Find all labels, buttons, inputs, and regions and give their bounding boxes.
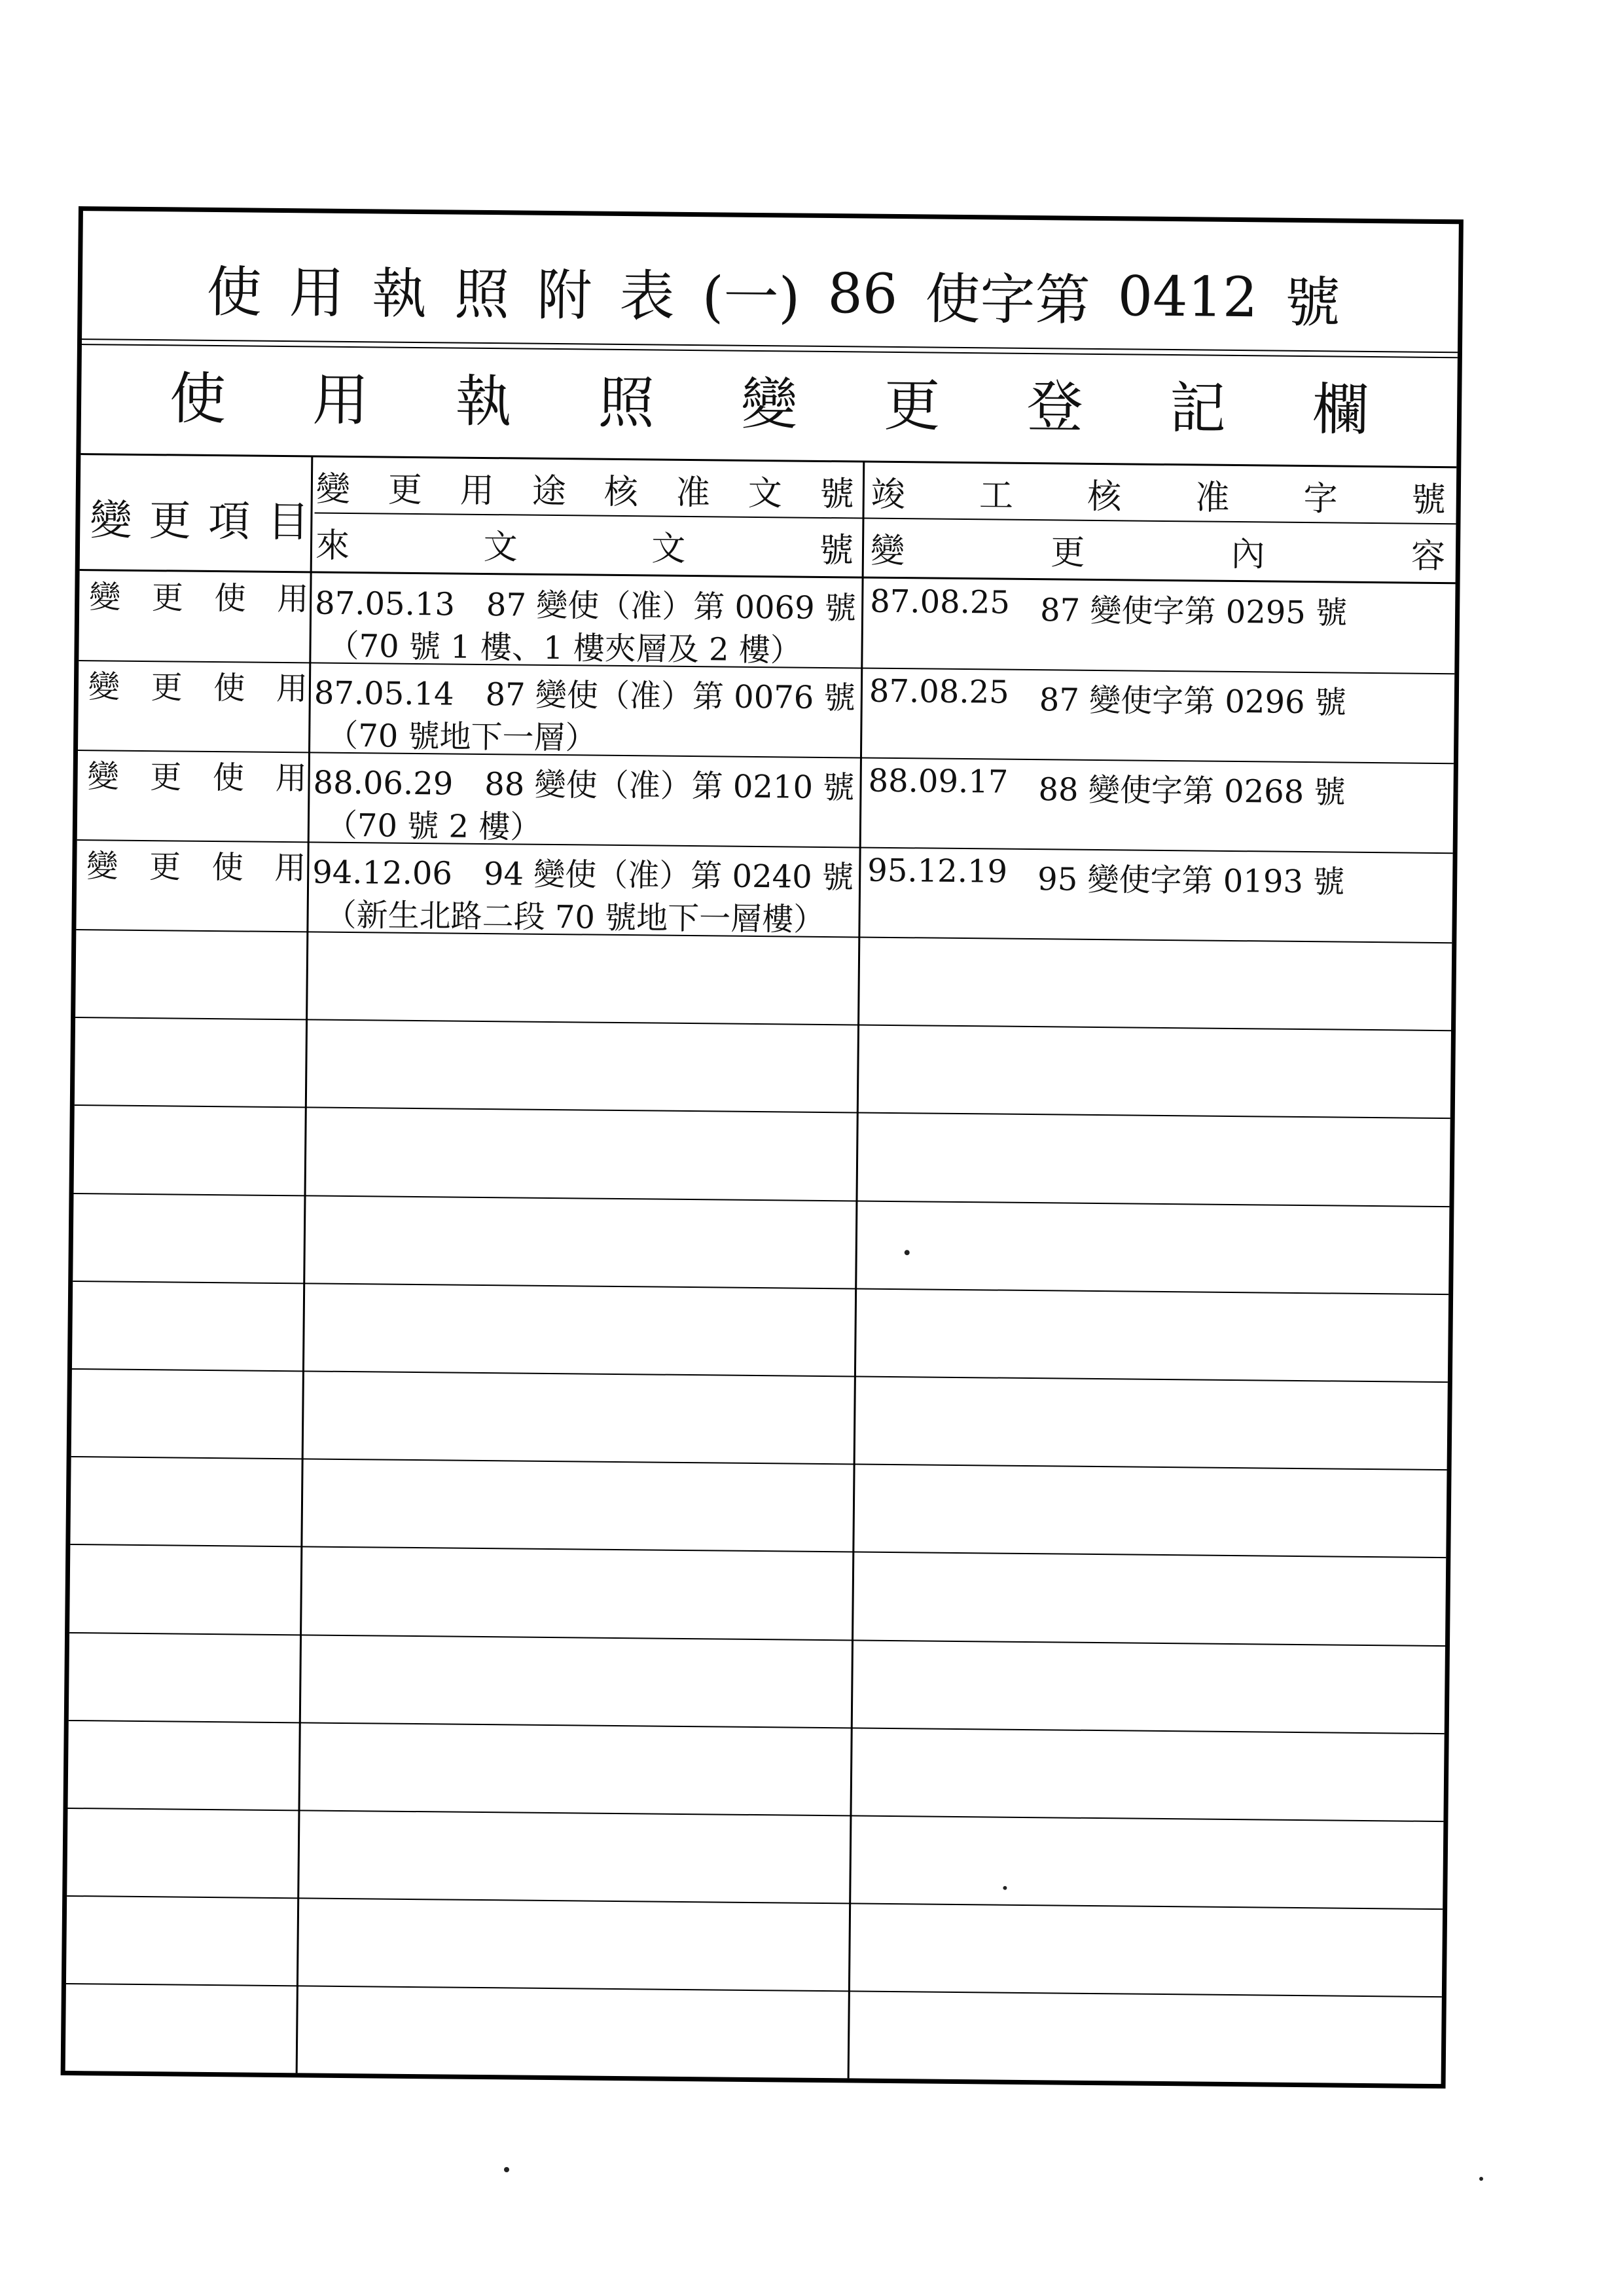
completion-cell: [867, 849, 1443, 942]
title-char: 照: [454, 262, 510, 327]
scan-speck: [1003, 1886, 1007, 1890]
section-title-char: 變: [740, 371, 798, 438]
table-row: [76, 841, 1452, 942]
column-header-change-item: [90, 467, 310, 568]
item-char: 使: [211, 848, 243, 886]
document-title: [206, 245, 1340, 341]
section-title-char: 記: [1169, 376, 1227, 442]
row-divider: [72, 1368, 1448, 1383]
row-divider: [73, 1281, 1448, 1295]
header-char: 文: [483, 527, 518, 567]
row-divider: [75, 1104, 1450, 1119]
approval-line: 87.05.13 87 變使（准）第 0069 號: [314, 585, 857, 627]
row-divider: [74, 1193, 1450, 1207]
item-char: 使: [212, 759, 245, 796]
title-char: 號: [1285, 270, 1341, 335]
completion-date: 87.08.25: [869, 583, 1011, 621]
approval-location: （70 號 2 樓）: [325, 807, 542, 846]
title-char: 使: [206, 259, 262, 325]
table-row: [78, 662, 1454, 763]
item-char: 變: [88, 668, 120, 706]
title-char: (一): [702, 264, 800, 330]
empty-rows: [83, 211, 1459, 224]
completion-number: 95 變使字第 0193 號: [1037, 861, 1345, 901]
header-char: 文: [747, 473, 783, 513]
header-char: 文: [651, 528, 686, 569]
approval-location: （70 號 1 樓、1 樓夾層及 2 樓）: [327, 627, 802, 669]
approval-cell: [314, 574, 858, 667]
completion-number: 87 變使字第 0295 號: [1039, 592, 1348, 632]
section-title-char: 欄: [1312, 377, 1369, 443]
item-char: 更: [151, 579, 184, 617]
header-char: 准: [675, 473, 711, 513]
row-divider: [66, 1983, 1442, 1997]
item-char: 使: [214, 579, 246, 617]
header-char: 變: [315, 469, 351, 509]
title-char: 0412: [1117, 264, 1258, 330]
section-title-char: 執: [455, 369, 512, 435]
title-char: 用: [289, 260, 345, 325]
change-item-cell: [88, 572, 308, 662]
approval-line: 94.12.06 94 變使（准）第 0240 號: [312, 854, 854, 896]
approval-cell: [314, 664, 857, 757]
header-char: 核: [603, 472, 639, 512]
approval-cell: [313, 754, 857, 847]
column-header-change-content: [871, 521, 1446, 579]
row-divider: [69, 1720, 1445, 1734]
completion-cell: [869, 670, 1445, 763]
change-item-cell: [87, 752, 307, 841]
header-char: 號: [1411, 480, 1447, 520]
scan-speck: [1479, 2177, 1483, 2181]
title-char: 86: [827, 261, 898, 327]
column-header-incoming-no: [315, 516, 854, 574]
item-char: 更: [150, 758, 182, 796]
row-divider: [71, 1456, 1447, 1470]
item-char: 用: [275, 759, 307, 797]
item-char: 用: [276, 670, 308, 707]
row-divider: [70, 1544, 1446, 1558]
header-char: 更: [149, 497, 192, 546]
header-char: 項: [207, 497, 251, 547]
header-char: 工: [979, 475, 1014, 516]
item-char: 使: [213, 669, 245, 706]
item-char: 變: [89, 578, 121, 616]
section-title: [169, 341, 1369, 458]
approval-line: 88.06.29 88 變使（准）第 0210 號: [313, 764, 855, 807]
completion-cell: [869, 580, 1446, 673]
completion-date: 95.12.19: [867, 852, 1008, 890]
item-char: 用: [274, 849, 306, 886]
item-char: 更: [151, 668, 183, 706]
title-char: 表: [619, 263, 675, 329]
section-title-char: 更: [883, 373, 941, 439]
table-row: [77, 752, 1454, 852]
title-char: 使字第: [925, 266, 1090, 333]
scan-speck: [905, 1250, 910, 1255]
column-header-completion-no: [871, 465, 1446, 522]
title-char: 執: [371, 261, 427, 326]
table-row: [79, 572, 1455, 673]
approval-cell: [312, 843, 855, 936]
section-title-char: 照: [598, 370, 655, 437]
approval-location: （新生北路二段 70 號地下一層樓）: [325, 896, 825, 938]
item-char: 更: [149, 848, 181, 886]
header-char: 准: [1195, 477, 1230, 518]
header-char: 更: [1051, 532, 1085, 573]
header-char: 更: [387, 470, 423, 510]
header-char: 用: [459, 471, 495, 511]
header-char: 途: [531, 471, 567, 511]
item-char: 變: [86, 847, 118, 885]
row-divider: [75, 1017, 1451, 1031]
row-divider: [69, 1632, 1445, 1647]
completion-cell: [868, 759, 1445, 852]
approval-location: （70 號地下一層）: [326, 717, 597, 757]
column-header-approval-no: [316, 460, 855, 517]
header-char: 變: [870, 531, 905, 571]
scan-speck: [504, 2167, 509, 2172]
title-char: 附: [536, 263, 592, 328]
usage-license-attachment-form: [61, 206, 1464, 2088]
header-char: 目: [267, 498, 310, 547]
completion-date: 87.08.25: [869, 672, 1009, 711]
header-char: 竣: [871, 475, 906, 515]
section-title-char: 用: [312, 367, 369, 434]
header-char: 內: [1231, 534, 1265, 574]
header-char: 來: [315, 526, 350, 566]
item-char: 變: [87, 757, 119, 795]
header-char: 容: [1411, 536, 1446, 576]
row-divider: [68, 1808, 1444, 1822]
header-char: 核: [1087, 477, 1122, 517]
section-title-char: 使: [169, 366, 226, 433]
header-char: 字: [1303, 479, 1338, 519]
change-item-cell: [86, 841, 306, 931]
change-item-cell: [88, 662, 308, 752]
row-divider: [67, 1895, 1443, 1910]
section-title-char: 登: [1026, 374, 1084, 441]
completion-number: 87 變使字第 0296 號: [1039, 682, 1347, 721]
completion-date: 88.09.17: [868, 762, 1009, 801]
approval-line: 87.05.14 87 變使（准）第 0076 號: [314, 674, 855, 717]
header-char: 號: [819, 530, 854, 570]
header-char: 變: [90, 496, 132, 545]
header-char: 號: [819, 474, 855, 514]
item-char: 用: [276, 580, 309, 617]
completion-number: 88 變使字第 0268 號: [1038, 771, 1346, 811]
